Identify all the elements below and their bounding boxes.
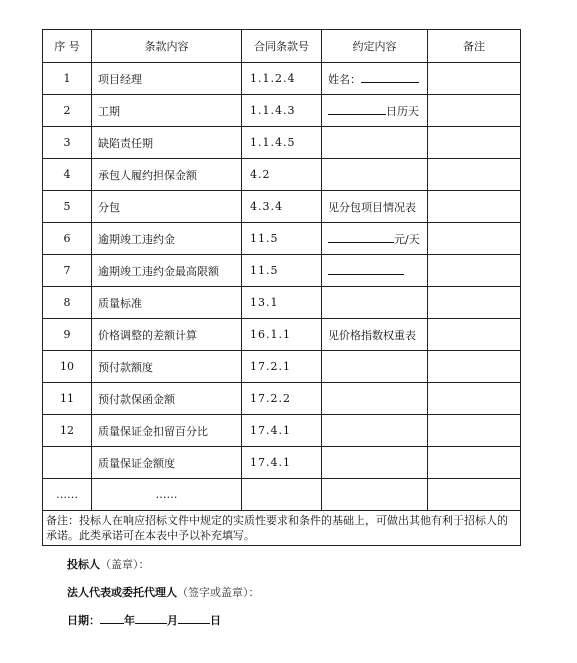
table-row [43, 223, 521, 255]
month-label: 月 [167, 614, 178, 627]
row-number: 3 [43, 127, 92, 159]
row-agreed: 见价格指数权重表 [322, 319, 428, 351]
day-blank[interactable] [178, 612, 210, 624]
representative-hint: （签字或盖章）： [177, 586, 260, 599]
row-item: 质量标准 [92, 287, 242, 319]
month-blank[interactable] [135, 612, 167, 624]
representative-label: 法人代表或委托代理人 [67, 586, 177, 599]
row-number: 4 [43, 159, 92, 191]
row-clause-ref: 4.3.4 [242, 191, 322, 223]
table-row [43, 159, 521, 191]
fill-blank[interactable] [328, 231, 394, 243]
row-clause-ref: 17.4.1 [242, 415, 322, 447]
row-agreed[interactable] [322, 479, 428, 511]
row-number: 6 [43, 223, 92, 255]
fill-blank[interactable] [328, 263, 404, 275]
table-row [43, 479, 521, 511]
table-row [43, 127, 521, 159]
table-row [43, 63, 521, 95]
row-clause-ref: 16.1.1 [242, 319, 322, 351]
row-number: 9 [43, 319, 92, 351]
row-item: 逾期竣工违约金最高限额 [92, 255, 242, 287]
row-agreed[interactable] [322, 63, 428, 95]
table-row [43, 415, 521, 447]
table-row [43, 287, 521, 319]
row-number: 7 [43, 255, 92, 287]
row-item: 预付款额度 [92, 351, 242, 383]
row-remark[interactable] [428, 191, 521, 223]
note-row [43, 511, 521, 546]
row-number: 12 [43, 415, 92, 447]
row-remark[interactable] [428, 383, 521, 415]
table-note: 备注：投标人在响应招标文件中规定的实质性要求和条件的基础上，可做出其他有利于招标人的承诺。此类承诺可在本表中予以补充填写。 [43, 511, 521, 546]
row-agreed[interactable] [322, 447, 428, 479]
row-item: 承包人履约担保金额 [92, 159, 242, 191]
table-row [43, 95, 521, 127]
row-clause-ref: 13.1 [242, 287, 322, 319]
row-number: 8 [43, 287, 92, 319]
table-row [43, 383, 521, 415]
row-agreed[interactable] [322, 383, 428, 415]
year-label: 年 [124, 614, 135, 627]
row-number: 10 [43, 351, 92, 383]
row-number [43, 447, 92, 479]
row-item: 工期 [92, 95, 242, 127]
row-clause-ref: 4.2 [242, 159, 322, 191]
row-clause-ref: 1.1.4.5 [242, 127, 322, 159]
header-no: 序 号 [43, 30, 92, 63]
table-row [43, 255, 521, 287]
row-remark[interactable] [428, 159, 521, 191]
bidder-line [67, 556, 150, 572]
row-item: 缺陷责任期 [92, 127, 242, 159]
fill-blank[interactable] [328, 103, 386, 115]
row-number: 11 [43, 383, 92, 415]
header-item: 条款内容 [92, 30, 242, 63]
row-remark[interactable] [428, 319, 521, 351]
row-agreed[interactable] [322, 351, 428, 383]
row-item: 逾期竣工违约金 [92, 223, 242, 255]
year-blank[interactable] [100, 612, 124, 624]
row-clause-ref: 17.2.1 [242, 351, 322, 383]
row-agreed[interactable] [322, 223, 428, 255]
row-clause-ref: 1.1.2.4 [242, 63, 322, 95]
row-remark[interactable] [428, 95, 521, 127]
header-agreed: 约定内容 [322, 30, 428, 63]
bidder-hint: （盖章）： [100, 558, 150, 571]
row-clause-ref: 11.5 [242, 223, 322, 255]
row-clause-ref: 17.2.2 [242, 383, 322, 415]
row-remark[interactable] [428, 287, 521, 319]
row-agreed[interactable] [322, 287, 428, 319]
representative-line [67, 584, 260, 600]
row-number: 2 [43, 95, 92, 127]
table-row [43, 351, 521, 383]
row-item: 预付款保函金额 [92, 383, 242, 415]
row-remark[interactable] [428, 479, 521, 511]
row-number: …… [43, 479, 92, 511]
row-remark[interactable] [428, 127, 521, 159]
commitment-table [42, 29, 521, 546]
row-remark[interactable] [428, 351, 521, 383]
date-label: 日期： [67, 614, 100, 627]
table-row [43, 319, 521, 351]
agreed-suffix: 日历天 [386, 104, 419, 118]
row-clause-ref: 1.1.4.3 [242, 95, 322, 127]
agreed-suffix: 元/天 [394, 232, 420, 246]
row-number: 1 [43, 63, 92, 95]
row-item: 质量保证金扣留百分比 [92, 415, 242, 447]
day-label: 日 [210, 614, 221, 627]
row-agreed[interactable] [322, 255, 428, 287]
row-remark[interactable] [428, 255, 521, 287]
date-line [67, 612, 221, 628]
row-remark[interactable] [428, 63, 521, 95]
row-item: 分包 [92, 191, 242, 223]
row-agreed: 见分包项目情况表 [322, 191, 428, 223]
row-item: 质量保证金额度 [92, 447, 242, 479]
row-item: 项目经理 [92, 63, 242, 95]
row-number: 5 [43, 191, 92, 223]
header-clause-ref: 合同条款号 [242, 30, 322, 63]
row-agreed[interactable] [322, 415, 428, 447]
agreed-prefix: 姓名： [328, 72, 361, 86]
row-clause-ref: 11.5 [242, 255, 322, 287]
table-row [43, 191, 521, 223]
row-clause-ref [242, 479, 322, 511]
row-item: 价格调整的差额计算 [92, 319, 242, 351]
row-agreed[interactable] [322, 95, 428, 127]
row-clause-ref: 17.4.1 [242, 447, 322, 479]
row-remark[interactable] [428, 447, 521, 479]
fill-blank[interactable] [361, 71, 419, 83]
table-header-row [43, 30, 521, 63]
row-item: …… [92, 479, 242, 511]
header-remark: 备注 [428, 30, 521, 63]
row-remark[interactable] [428, 415, 521, 447]
row-remark[interactable] [428, 223, 521, 255]
row-agreed[interactable] [322, 159, 428, 191]
bidder-label: 投标人 [67, 558, 100, 571]
row-agreed[interactable] [322, 127, 428, 159]
table-row [43, 447, 521, 479]
